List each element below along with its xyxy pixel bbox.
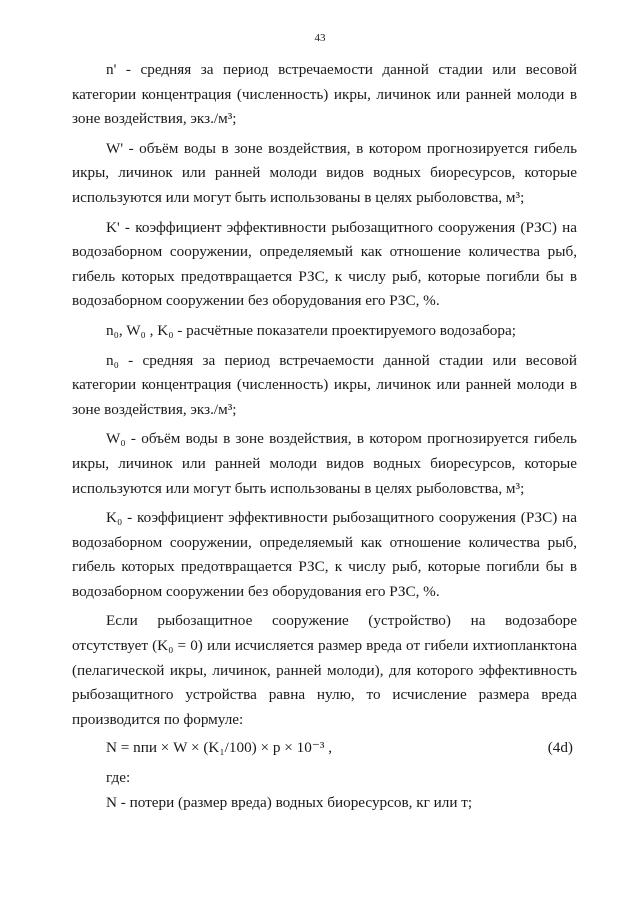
paragraph-formula-intro: Если рыбозащитное сооружение (устройство) на водозаборе отсутствует (K₀ = 0) или исчисляется размер вреда от гибели ихтиопланктона (пелагической икры, личинок, ранней молоди), для которого эффективность рыбозащитного устройства равна нулю, то исчисление размера вреда производится по формуле: [72, 612, 577, 728]
document-body [72, 58, 577, 815]
page-number: 43 [314, 32, 326, 44]
paragraph-design-indicators: n₀, W₀ , K₀ - расчётные показатели проектируемого водозабора; [106, 321, 516, 339]
paragraph-w-prime: W' - объём воды в зоне воздействия, в котором прогнозируется гибель икры, личинок или ранней молоди видов водных биоресурсов, которые используются или могут быть использованы в целях рыболовства, м³; [72, 139, 577, 206]
formula-4d [72, 736, 577, 761]
paragraph-n-definition: N - потери (размер вреда) водных биоресурсов, кг или т; [106, 793, 473, 811]
equation-number: (4d) [547, 739, 573, 757]
paragraph-n-prime: n' - средняя за период встречаемости данной стадии или весовой категории концентрация (численность) икры, личинок или ранней молоди в зоне воздействия, экз./м³; [72, 61, 577, 128]
formula-expression: N = nпи × W × (K₁/100) × p × 10⁻³ , [106, 739, 332, 757]
where-label: где: [106, 769, 131, 787]
paragraph-n-zero: n₀ - средняя за период встречаемости данной стадии или весовой категории концентрация (численность) икры, личинок или ранней молоди в зоне воздействия, экз./м³; [72, 351, 577, 418]
paragraph-k-prime: K' - коэффициент эффективности рыбозащитного сооружения (РЗС) на водозаборном сооружении, определяемый как отношение количества рыб, гибель которых предотвращается РЗС, к числу рыб, которые погибли бы в водозаборном сооружении без оборудования его РЗС, %. [72, 218, 577, 310]
paragraph-k-zero: K₀ - коэффициент эффективности рыбозащитного сооружения (РЗС) на водозаборном сооружении, определяемый как отношение количества рыб, гибель которых предотвращается РЗС, к числу рыб, которые погибли бы в водозаборном сооружении без оборудования его РЗС, %. [72, 509, 577, 600]
paragraph-w-zero: W₀ - объём воды в зоне воздействия, в котором прогнозируется гибель икры, личинок или ранней молоди видов водных биоресурсов, которые используются или могут быть использованы в целях рыболовства, м³; [72, 430, 577, 497]
